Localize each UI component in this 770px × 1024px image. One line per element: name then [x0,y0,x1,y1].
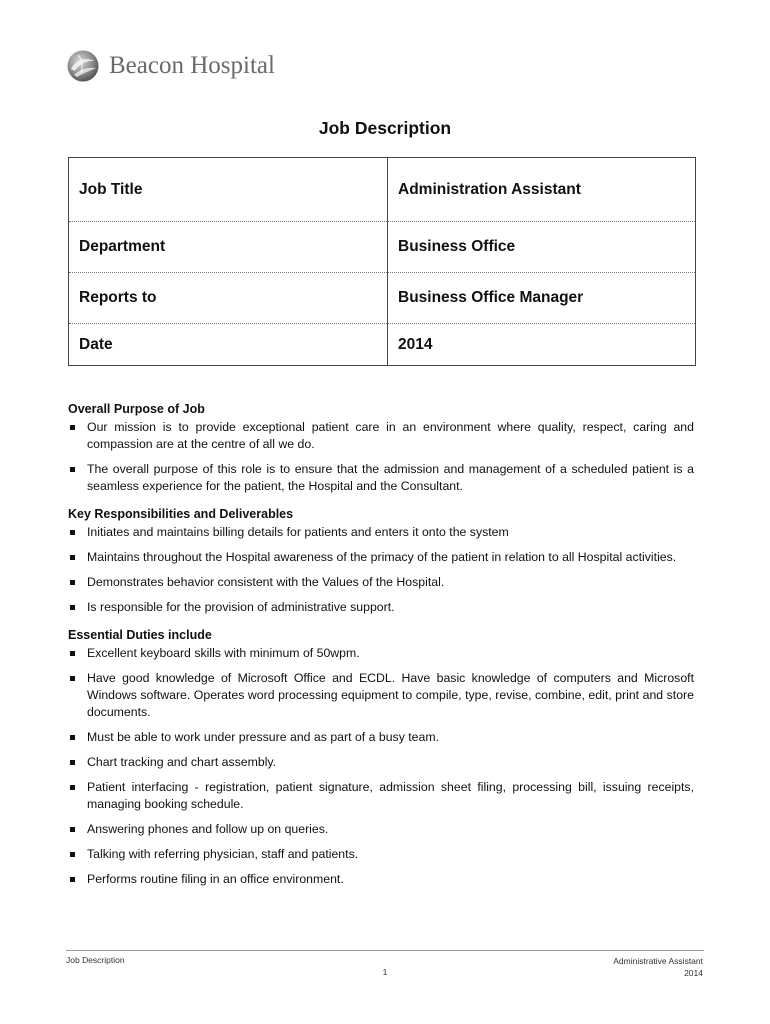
table-row [69,273,696,324]
globe-swirl-icon [66,49,100,83]
table-row [69,222,696,273]
footer-right-line1: Administrative Assistant [613,956,703,966]
duties-list [68,645,694,888]
table-row [69,158,696,222]
list-item: Answering phones and follow up on queries. [68,821,694,838]
logo-text: Beacon Hospital [109,52,275,79]
footer-right [613,955,703,979]
responsibilities-list [68,524,694,616]
footer-right-line2: 2014 [684,968,703,978]
date-label: Date [69,324,388,366]
purpose-list [68,419,694,495]
job-info-table [68,157,696,366]
list-item: Maintains throughout the Hospital awareness of the primacy of the patient in relation to all Hospital activities. [68,549,694,566]
section-heading-purpose: Overall Purpose of Job [68,402,205,416]
list-item: Patient interfacing - registration, patient signature, admission sheet filing, processing bill, issuing receipts, managing booking schedule. [68,779,694,813]
list-item: Chart tracking and chart assembly. [68,754,694,771]
list-item: Demonstrates behavior consistent with the Values of the Hospital. [68,574,694,591]
list-item: Initiates and maintains billing details for patients and enters it onto the system [68,524,694,541]
list-item: Must be able to work under pressure and as part of a busy team. [68,729,694,746]
list-item: Performs routine filing in an office environment. [68,871,694,888]
department-value: Business Office [388,222,696,273]
section-heading-duties: Essential Duties include [68,628,212,642]
footer-left: Job Description [66,955,125,965]
page-title: Job Description [318,118,452,138]
table-row [69,324,696,366]
reports-to-label: Reports to [69,273,388,324]
list-item: Talking with referring physician, staff and patients. [68,846,694,863]
job-title-value: Administration Assistant [388,158,696,222]
reports-to-value: Business Office Manager [388,273,696,324]
list-item: Excellent keyboard skills with minimum of 50wpm. [68,645,694,662]
date-value: 2014 [398,335,433,353]
list-item: The overall purpose of this role is to ensure that the admission and management of a scheduled patient is a seamless experience for the patient, the Hospital and the Consultant. [68,461,694,495]
list-item: Our mission is to provide exceptional patient care in an environment where quality, respect, caring and compassion are at the centre of all we do. [68,419,694,453]
page-number: 1 [382,967,388,977]
department-label: Department [69,222,388,273]
footer-divider [66,950,704,951]
job-title-label: Job Title [69,158,388,222]
document-body [68,402,694,900]
hospital-logo [66,47,275,85]
list-item: Have good knowledge of Microsoft Office and ECDL. Have basic knowledge of computers and Microsoft Windows software. Operates word processing equipment to compile, type, revise, combine, edit, print and store documents. [68,670,694,721]
section-heading-responsibilities: Key Responsibilities and Deliverables [68,507,294,521]
list-item: Is responsible for the provision of administrative support. [68,599,694,616]
